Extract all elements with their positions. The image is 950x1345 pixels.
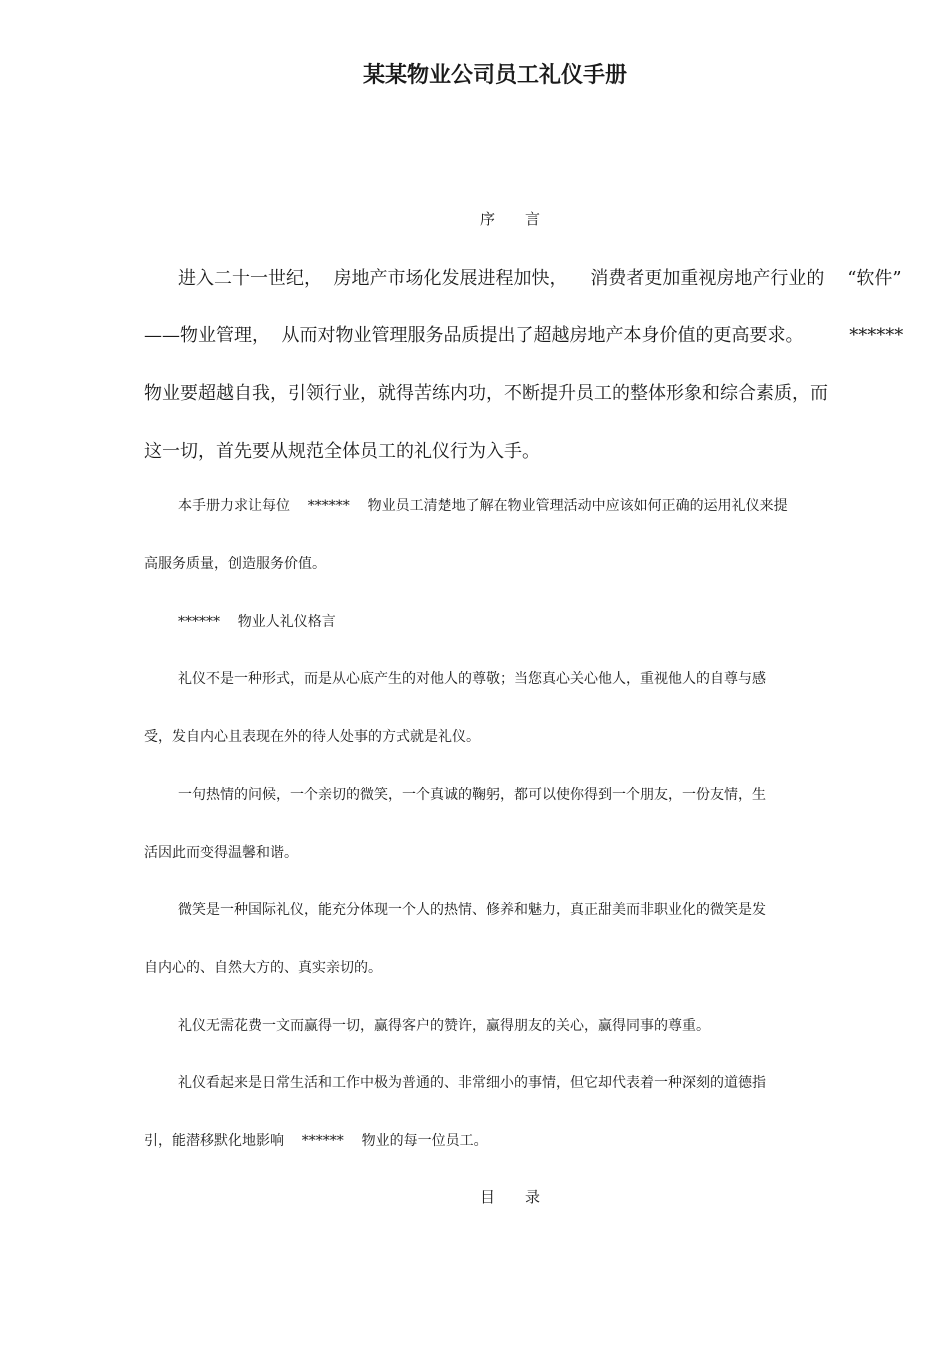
paragraph-line: 活因此而变得温馨和谐。 xyxy=(144,845,298,861)
preface-line-2: ——物业管理， 从而对物业管理服务品质提出了超越房地产本身价值的更高要求。 ****** xyxy=(144,325,904,346)
paragraph-line: 受，发自内心且表现在外的待人处事的方式就是礼仪。 xyxy=(144,729,480,745)
paragraph-line: 礼仪不是一种形式，而是从心底产生的对他人的尊敬；当您真心关心他人，重视他人的自尊与感 xyxy=(178,671,766,687)
preface-line-1: 进入二十一世纪， 房地产市场化发展进程加快， 消费者更加重视房地产行业的 “软件” xyxy=(178,268,902,289)
paragraph-line: 礼仪无需花费一文而赢得一切，赢得客户的赞许，赢得朋友的关心，赢得同事的尊重。 xyxy=(178,1018,710,1034)
paragraph-line: 高服务质量，创造服务价值。 xyxy=(144,556,326,572)
document-title: 某某物业公司员工礼仪手册 xyxy=(362,62,627,88)
preface-line-4: 这一切，首先要从规范全体员工的礼仪行为入手。 xyxy=(144,441,540,462)
paragraph-line: 微笑是一种国际礼仪，能充分体现一个人的热情、修养和魅力，真正甜美而非职业化的微笑是发 xyxy=(178,902,766,918)
paragraph-line: 本手册力求让每位 ****** 物业员工清楚地了解在物业管理活动中应该如何正确的运用礼仪来提 xyxy=(178,498,788,514)
toc-heading: 目 录 xyxy=(479,1188,540,1206)
preface-heading: 序 言 xyxy=(479,210,540,228)
paragraph-line: 自内心的、自然大方的、真实亲切的。 xyxy=(144,960,382,976)
paragraph-line: 礼仪看起来是日常生活和工作中极为普通的、非常细小的事情，但它却代表着一种深刻的道德指 xyxy=(178,1075,766,1091)
motto-heading: ****** 物业人礼仪格言 xyxy=(178,614,336,630)
preface-line-3: 物业要超越自我，引领行业，就得苦练内功，不断提升员工的整体形象和综合素质，而 xyxy=(144,383,828,404)
paragraph-line: 引，能潜移默化地影响 ****** 物业的每一位员工。 xyxy=(144,1133,488,1149)
paragraph-line: 一句热情的问候，一个亲切的微笑，一个真诚的鞠躬，都可以使你得到一个朋友，一份友情，生 xyxy=(178,787,766,803)
